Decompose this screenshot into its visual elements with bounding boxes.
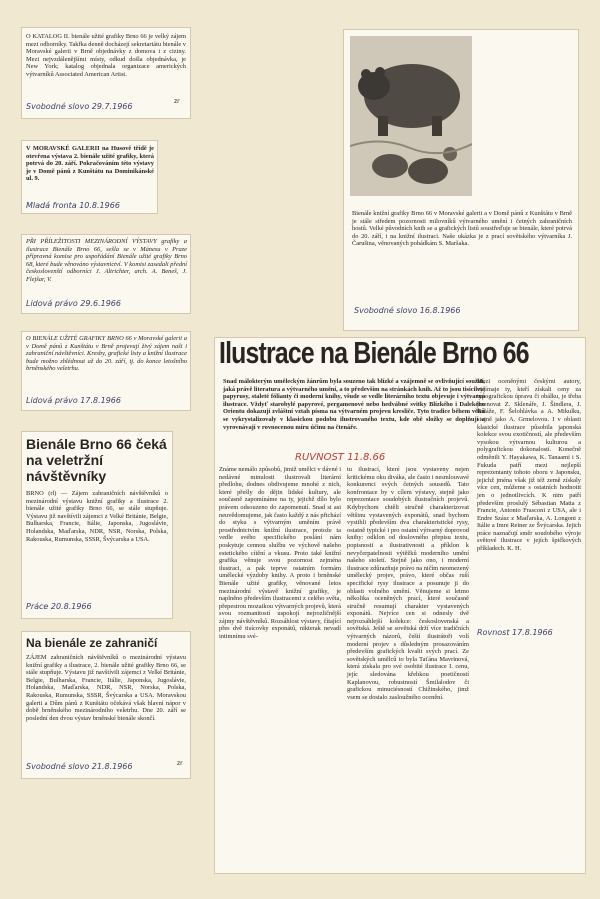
katalog-source: Svobodné slovo 29.7.1966 — [26, 102, 133, 111]
katalog-text: O KATALOG II. bienále užité grafiky Brno 66 je velký zájem mezi odborníky. Takřka denně docházejí sekretariátu bienále v Moravské galerii v Brně objednávky z domova i z ciziny. Mezi nejvzdálenějšími místy, odkud došla objednávka, je New York; katalog objednala organizace amerických výtvarníků Associated American Artist. — [26, 33, 186, 78]
zahranici-title: Na bienále ze zahraničí — [26, 636, 158, 650]
ceka-source: Práce 20.8.1966 — [26, 602, 92, 611]
clipping-prilezitosti — [22, 235, 190, 313]
moravske-text: V MORAVSKÉ GALERII na Husově třídě je otevřena výstava 2. bienále užité grafiky, která potrvá do 20. září. Pokračováním této výstavy je v Domě pánů z Kunštátu na Dominikánské ul. 9. — [26, 145, 154, 183]
bear-illustration-icon — [350, 36, 472, 196]
main-lead: Snad málokterým uměleckým žánrům byla souzeno tak blízké a vzájemně se ovlivňující soužití, jaká právě literatura a výtvarného umění, a to především na stránkách knih. Až to jsou tisícileté papyrusy, staleté fólianty či moderní knihy, všude se vedle literárního textu objevuje i výtvarná ilustrace. Vždyť starobylé papyrové, pergamenové nebo hedvábné svitky Blízkého i Dalekého Orientu dokazují zvláštní vztah písma na výtvarném projevu kresliče. Tyto tradice během věků se vykrystalizovaly v klasickou podobu ilustrovaného textu, kde obě složky se doplňují a vyrovnávají v rovnocenou míru účinu na čtenáře. — [223, 378, 485, 431]
zahranici-source: Svobodné slovo 21.8.1966 — [26, 762, 133, 771]
clipping-katalog — [22, 28, 190, 118]
prilezitosti-source: Lidová právo 29.6.1966 — [26, 299, 121, 308]
clipping-moravske-galerie — [22, 141, 157, 213]
prilezitosti-text: PŘI PŘÍLEŽITOSTI MEZINÁRODNÍ VÝSTAVY grafiky a ilustrace Bienále Brno 66, sešla se v Mánesu v Praze přípravná komise pro uspořádání Bienále užité grafiky Brno 68, které bude věnováno výstavnictví. V komisi zasedali přední českoslovenští odborníci J. Altrichter, arch. A. Beneš, J. Flejšar, V. — [26, 238, 187, 283]
bienale-dum-source: Lidová právo 17.8.1966 — [26, 396, 121, 405]
ceka-title: Bienále Brno 66 čeká na veletržní návštěvníky — [26, 436, 167, 484]
main-col3: Mezi oceněnými českými autory, vyjímaje ty, kteří získali ceny za typografickou úpravu či obálku, je třeba jmenovat Z. Sklenáře, J. Šindlera, J. Baláže, F. Šelohlávka a A. Mikulku, stejně jako A. Grmelovou. I v oblasti klasické ilustrace působila japonská kolekce svou exotičností, ale především vysokou výtvarnou kulturou a polygrafickou dokonalostí. Konečně odměnili Y. Hayakawa, K. Tanaami i S. Fukuda patří mezi nejlepší reprezentanty tohoto oboru v Japonsku, jejichž jména však již též země získaly více cen, můžeme s ostatních hodnotit jen o jednotlivcích. K nim patří především proslulý Sébastian Matta z Francie, Antonio Frasconi z USA, ale i Endre Szász z Maďarska, A. Longoni z Itálie a Imre Reiner ze Švýcarska. Jejich práce naznačují směr soudobého výroje světové ilustrace v jejích špičkových příkladech. K. H. — [477, 378, 581, 553]
main-col2: tu ilustrací, které jsou vystaveny nejen kritickému oku diváka, ale často i nesmlouvavé konkurenci svých četných sousedů. Tato konfrontace by v cílem výstavy, stejně jako reprezentace soudobých ilustračních projevů. Kdybychom chtěli stručně charakterizovat většinu vystavených exponátů, snad bychom vystihli především dva charakteristické rysy, ostatně typické i pro ostatní výtvarný doprovod knihy: odklon od doslovného přepisu textu, popisnosti a ilustrativnosti a příklon k nevyčerpatelnosti výtěžků moderního umění našeho století. Stejně jako ono, i moderní ilustrace zdůrazňuje právo na ničím neomezený umělecký projev, právo, které občas ruší specifické rysy ilustrace a posunuje ji do oblasti volného umění. Věnujeme si letmo několika oceněných prací, které současně stručně resumují charakter vystavených exponátů. Nejvíce cen si odnesly dvě nejrozsáhlejší kolekce: československá a sovětská. Ještě se sovětská drží více tradičních výtvarných názorů, čeští ilustrátoři volí moderní projev s důsledným prosazováním především grafických kvalit svých prací. Ze sovětských umělců to byla Taťána Mavrinová, která získala pro své osobité ilustrace I. cenu, jejíc sledována křehkou poetičností Kaplanovou, robustností Šmilalodov či grafickou minuciésností Chižinského, jimž vsem se dostalo zasloužného ocenění. — [347, 466, 469, 701]
clipping-main-article — [215, 338, 585, 873]
photo-source: Svobodné slovo 16.8.1966 — [354, 306, 461, 315]
main-stamp: RUVNOST 11.8.66 — [295, 452, 386, 463]
clipping-photo — [344, 30, 578, 330]
main-headline: Ilustrace na Bienále Brno 66 — [219, 338, 529, 370]
ceka-text: BRNO (rl) — Zájem zahraničních návštěvníků o mezinárodní výstavu knižní grafiky a ilustrace 2. bienále užité grafiky Brno 66, se stále stupňuje. Výstavu již navštívili zájemci z Velké Británie, Belgie, Bulharska, Francie, Itálie, Japonska, Jugoslávie, Holandska, Maďarska, NDR, NSR, Norska, Polska, Rakouska, Rumunska, SSSR, Švýcarska a USA. — [26, 490, 168, 543]
clipping-bienale-dum — [22, 332, 190, 410]
katalog-code: zr — [174, 98, 180, 105]
main-source: Rovnost 17.8.1966 — [477, 628, 553, 637]
bienale-dum-text: O BIENÁLE UŽITÉ GRAFIKY BRNO 66 v Moravské galerii a v Domě pánů z Kunštátu v Brně projevují živý zájem naši i zahraniční návštěvníci. Kresby, grafické listy a knižní ilustrace bude možno zhlédnout až do 20. září, tj. do konce letošního brněnského veletrhu. — [26, 335, 187, 373]
moravske-source: Mladá fronta 10.8.1966 — [26, 201, 120, 210]
zahranici-code: zr — [177, 760, 183, 767]
clipping-zahranici — [22, 632, 190, 778]
photo-caption: Bienále knižní grafiky Brno 66 v Moravské galerii a v Domě pánů z Kunštátu v Brně je stále středem pozornosti milovníků výtvarného umění i četných zahraničních hostů. Velké původních knih se a grafických listů soustřeďuje se bienále, které potrvá do 20. září, i na knižní ilustraci. Naše ukázka je z prací sovětského výtvarníka J. Čarušina, věnovaných pohádkám S. Maršaka. — [352, 210, 572, 248]
bear-photo — [350, 36, 472, 196]
clipping-ceka — [22, 432, 172, 618]
main-col1: Známe nemálo způsobů, jimiž umělci v dávné i nedávné minulosti ilustrovali literární předlohu, dodnes obdivujeme mnohé z nich, které přešly do dějin lidské kultury, ale současně zapomínáme na ty, jejichž dílo bylo právem odsouzeno do zapomenutí. Snad si asi neuvědomujeme, jak často každý z nás přichází do styku s výtvarným uměním právě prostřednictvím knižní ilustrace, protože ta vedle svého specifického poslání nám poskytuje cennou službu ve výchově našeho estetického cítění a vkusu. Proto také knižní grafika věnuje svou pozornost zejména ilustraci, a pak teprve ostatním formám umělecké výzdoby knihy. A proto i brněnské Bienále užité grafiky, věnované letos mezinárodní výstavě knižní grafiky, je naplněno především ilustracemi z celého světa, přepestrou mozaikou výtvarných projevů, která svou rozmanitostí uspokojí nejrozličnější zájmy návštěvníků. Rozsáhlost výstavy, čítající přes dvě tisícovky exponátů, nikterak nevadí intimnímu své- — [219, 466, 341, 641]
zahranici-text: ZÁJEM zahraničních návštěvníků o mezinárodní výstavu knižní grafiky a ilustrace, 2. bienále užité grafiky Brno 66, se stále stupňuje. Výstavu již navštívili zájemci z Velké Británie, Belgie, Bulharska, Francie, Itálie, Japonska, Jugoslávie, Holandska, Maďarska, NDR, NSR, Norska, Polska, Rakouska, Rumunska, SSSR, Švýcarska a USA. Moravskou galerii a Dům pánů z Kunštátu očekává však hlavní nápor v době brněnského mezinárodního veletrhu. Dne 20. září se poslední den dvou výstav brněnské bienále skončí. — [26, 654, 186, 722]
